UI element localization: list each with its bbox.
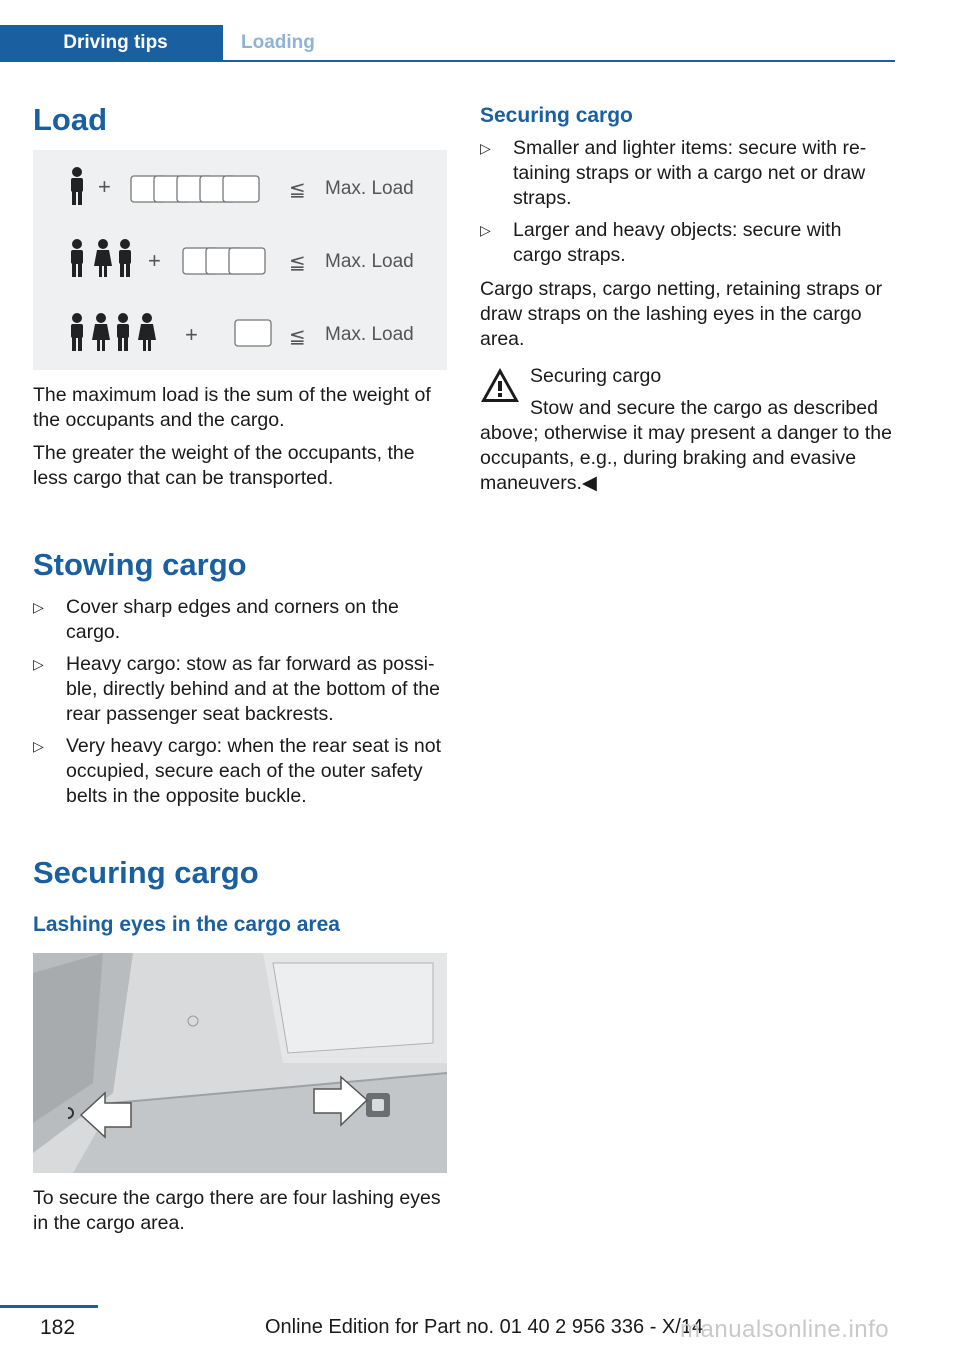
person-icon (71, 239, 131, 277)
bullet-triangle-icon: ▷ (33, 738, 44, 754)
securing-cargo-title: Securing cargo (33, 855, 259, 890)
lashing-eyes-subtitle: Lashing eyes in the cargo area (33, 913, 340, 936)
footer-rule (0, 1305, 98, 1308)
load-row-3 (71, 313, 414, 351)
watermark: manualsonline.info (680, 1316, 890, 1343)
edition-note: Online Edition for Part no. 01 40 2 956 336 - X/14 (265, 1316, 704, 1338)
cargo-box-icons (235, 320, 271, 346)
list-item (33, 595, 448, 645)
plus-sign: + (98, 174, 111, 199)
securing-cargo-subtitle: Securing cargo (480, 104, 633, 127)
list-item (480, 136, 895, 211)
straps-paragraph: Cargo straps, cargo netting, retaining straps or draw straps on the lashing eyes in the cargo area. (480, 278, 883, 350)
leq-sign: ≦ (289, 250, 306, 274)
person-icon (71, 313, 156, 351)
stowing-cargo-title: Stowing cargo (33, 547, 247, 582)
leq-sign: ≦ (289, 324, 306, 348)
cargo-area-photo-svg (33, 953, 447, 1173)
warning-title: Securing cargo (530, 365, 662, 387)
tab-driving-tips[interactable]: Driving tips (0, 25, 223, 60)
plus-sign: + (185, 322, 198, 347)
lashing-paragraph: To secure the cargo there are four lashing eyes in the cargo area. (33, 1187, 441, 1234)
cargo-area-photo (33, 953, 447, 1173)
load-row-1 (71, 167, 414, 205)
bullet-triangle-icon: ▷ (33, 656, 44, 672)
load-title: Load (33, 102, 108, 137)
list-item-text: Smaller and lighter items: secure with re‐taining straps or with a cargo net or draw straps. (513, 137, 867, 209)
load-diagram (33, 150, 447, 370)
bullet-triangle-icon: ▷ (480, 140, 491, 156)
tab-loading[interactable]: Loading (241, 32, 315, 53)
cargo-box-icons (183, 248, 265, 274)
page-number: 182 (40, 1316, 76, 1339)
list-item (33, 652, 448, 727)
max-load-label: Max. Load (325, 324, 414, 345)
warning-text: Stow and secure the cargo as described above; otherwise it may present a danger to the occupants, e.g., during braking and evasive maneuvers.◀ (480, 397, 892, 494)
plus-sign: + (148, 248, 161, 273)
list-item (33, 734, 448, 809)
load-diagram-svg (33, 150, 447, 370)
cargo-box-icons (131, 176, 259, 202)
person-icon (71, 167, 83, 205)
bullet-triangle-icon: ▷ (480, 222, 491, 238)
list-item-text: Larger and heavy objects: secure with cargo straps. (513, 219, 842, 266)
load-paragraph-2: The greater the weight of the occupants, the less cargo that can be transported. (33, 442, 415, 489)
load-row-2 (71, 239, 414, 277)
header-bar (0, 25, 895, 62)
bullet-triangle-icon: ▷ (33, 599, 44, 615)
list-item (480, 218, 895, 268)
max-load-label: Max. Load (325, 178, 414, 199)
max-load-label: Max. Load (325, 251, 414, 272)
header-rule (0, 60, 895, 62)
stowing-cargo-list (33, 595, 448, 816)
list-item-text: Cover sharp edges and corners on the cargo. (66, 596, 399, 643)
list-item-text: Heavy cargo: stow as far forward as possi‐ble, directly behind and at the bottom of the rear passenger seat backrests. (66, 653, 440, 725)
leq-sign: ≦ (289, 177, 306, 201)
securing-cargo-list (480, 136, 895, 275)
load-paragraph-1: The maximum load is the sum of the weight of the occupants and the cargo. (33, 384, 431, 431)
list-item-text: Very heavy cargo: when the rear seat is not occupied, secure each of the outer safety belts in the opposite buckle. (66, 735, 442, 807)
